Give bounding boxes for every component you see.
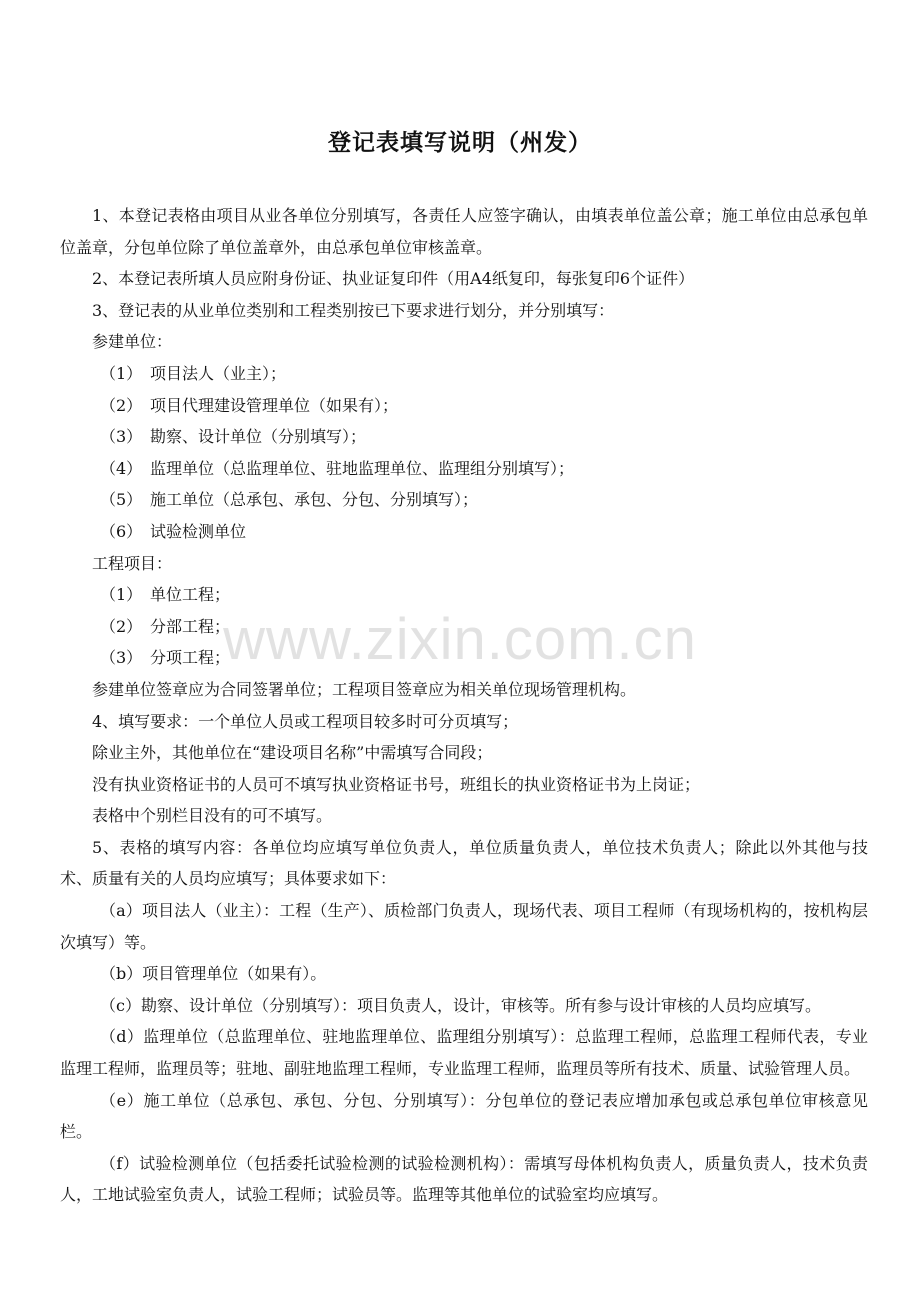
paragraph-5: 5、表格的填写内容：各单位均应填写单位负责人，单位质量负责人，单位技术负责人；除此以外其他与技术、质量有关的人员均应填写；具体要求如下： (60, 837, 868, 889)
list-number: （6） (100, 521, 143, 541)
paragraph-4-line: 除业主外，其他单位在“建设项目名称”中需填写合同段； (92, 743, 493, 763)
list-item (60, 611, 868, 643)
list-item (60, 484, 868, 516)
paragraph-4-line: 4、填写要求：一个单位人员或工程项目较多时可分页填写； (92, 711, 519, 731)
list-number: （3） (100, 427, 143, 447)
list-item (60, 453, 868, 485)
requirement-item: （a）项目法人（业主）：工程（生产）、质检部门负责人，现场代表、项目工程师（有现场机构的，按机构层次填写）等。 (60, 901, 868, 952)
list-text: 单位工程； (150, 585, 231, 605)
list-number: （5） (100, 490, 143, 510)
list-number: （2） (100, 616, 143, 636)
list-text: 试验检测单位 (150, 521, 247, 541)
requirement-item: （b）项目管理单位（如果有）。 (100, 964, 327, 984)
list-text: 勘察、设计单位（分别填写）； (150, 427, 367, 447)
paragraph-1: 1、本登记表格由项目从业各单位分别填写，各责任人应签字确认，由填表单位盖公章；施工单位由总承包单位盖章，分包单位除了单位盖章外，由总承包单位审核盖章。 (60, 206, 868, 257)
seal-note: 参建单位签章应为合同签署单位；工程项目签章应为相关单位现场管理机构。 (92, 679, 637, 699)
list-text: 项目代理建设管理单位（如果有）； (150, 395, 399, 415)
list-number: （4） (100, 458, 143, 478)
watermark: www.zixin.com.cn (223, 607, 697, 672)
requirement-item: （c）勘察、设计单位（分别填写）：项目负责人，设计，审核等。所有参与设计审核的人员均应填写。 (100, 995, 821, 1015)
paragraph-2: 2、本登记表所填人员应附身份证、执业证复印件（用A4纸复印，每张复印6个证件） (92, 269, 695, 289)
list-text: 监理单位（总监理单位、驻地监理单位、监理组分别填写）； (150, 458, 575, 478)
page-title: 登记表填写说明（州发） (328, 130, 592, 156)
requirement-item: （e）施工单位（总承包、承包、分包、分别填写）：分包单位的登记表应增加承包或总承包单位审核意见栏。 (60, 1090, 868, 1142)
list-item (60, 358, 868, 390)
requirement-item: （d）监理单位（总监理单位、驻地监理单位、监理组分别填写）：总监理工程师，总监理工程师代表，专业监理工程师，监理员等；驻地、副驻地监理工程师，专业监理工程师，监理员等所有技术、质量、试验管理人员。 (60, 1027, 868, 1079)
list-item (60, 421, 868, 453)
list-item (60, 390, 868, 422)
paragraph-4-line: 没有执业资格证书的人员可不填写执业资格证书号，班组长的执业资格证书为上岗证； (92, 774, 701, 794)
list-item (60, 579, 868, 611)
requirement-item: （f）试验检测单位（包括委托试验检测的试验检测机构）：需填写母体机构负责人，质量负责人，技术负责人，工地试验室负责人，试验工程师；试验员等。监理等其他单位的试验室均应填写。 (60, 1153, 868, 1205)
list-text: 分项工程； (150, 648, 231, 668)
paragraph-4-line: 表格中个别栏目没有的可不填写。 (92, 806, 333, 826)
list-text: 施工单位（总承包、承包、分包、分别填写）； (150, 490, 479, 510)
document-body (60, 200, 868, 1211)
list-text: 项目法人（业主）； (150, 363, 287, 383)
projects-heading: 工程项目： (92, 553, 173, 573)
list-item (60, 516, 868, 548)
list-number: （2） (100, 395, 143, 415)
participants-heading: 参建单位： (92, 332, 173, 352)
list-number: （3） (100, 648, 143, 668)
list-number: （1） (100, 585, 143, 605)
list-text: 分部工程； (150, 616, 231, 636)
list-number: （1） (100, 363, 143, 383)
paragraph-3: 3、登记表的从业单位类别和工程类别按已下要求进行划分，并分别填写： (92, 300, 615, 320)
list-item (60, 642, 868, 674)
